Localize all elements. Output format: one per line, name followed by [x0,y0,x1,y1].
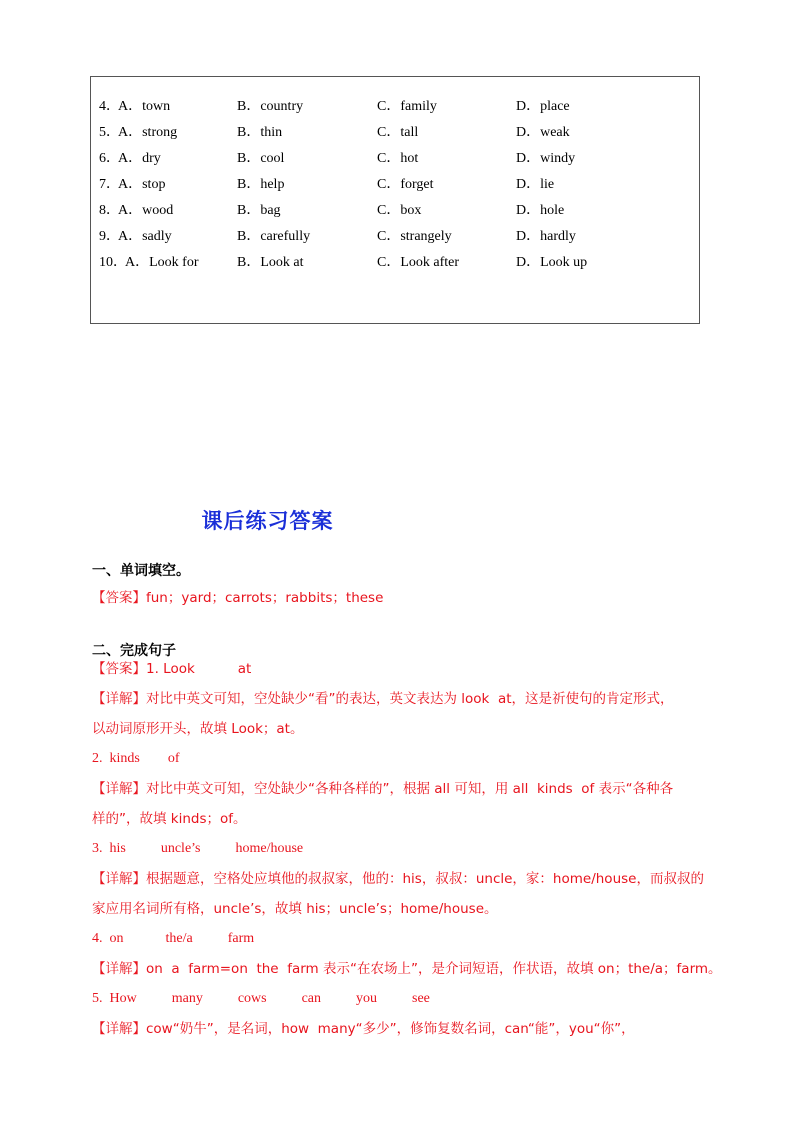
section-heading: 一、单词填空。 [92,563,190,579]
option-a: A．town [118,99,171,114]
explanation-line: 【详解】对比中英文可知，空处缺少“各种各样的”，根据 all 可知，用 all kinds of 表示“各种各 [92,781,674,797]
page-title: 课后练习答案 [201,509,334,533]
answer-line: 2. kinds of [92,751,180,766]
question-number: 4． [99,99,120,114]
option-a: A．dry [118,151,161,166]
answer-line: 【答案】fun；yard；carrots；rabbits；these [92,590,384,606]
option-c: C．strangely [377,229,452,244]
option-b: B．cool [237,151,285,166]
option-a: A．strong [118,125,178,140]
option-a: A．Look for [125,255,199,270]
option-b: B．country [237,99,304,114]
answer-line: 5. How many cows can you see [92,991,430,1006]
options-box [90,76,700,324]
option-b: B．help [237,177,285,192]
question-number: 7． [99,177,120,192]
answer-line: 3. his uncle’s home/house [92,841,304,856]
option-c: C．box [377,203,422,218]
option-c: C．hot [377,151,419,166]
explanation-line: 样的”，故填 kinds；of。 [92,811,247,827]
explanation-line: 【详解】对比中英文可知，空处缺少“看”的表达，英文表达为 look at，这是祈使句的肯定形式， [92,691,674,707]
option-b: B．bag [237,203,281,218]
option-d: D．place [516,99,570,114]
explanation-line: 家应用名词所有格，uncle’s，故填 his；uncle’s；home/house。 [92,901,498,917]
option-d: D．Look up [516,255,588,270]
option-d: D．windy [516,151,576,166]
question-number: 6． [99,151,120,166]
option-d: D．lie [516,177,555,192]
option-b: B．Look at [237,255,304,270]
option-c: C．tall [377,125,419,140]
answer-line: 4. on the/a farm [92,931,255,946]
option-d: D．hole [516,203,565,218]
option-d: D．hardly [516,229,576,244]
section-heading: 二、完成句子 [92,643,176,659]
option-b: B．thin [237,125,283,140]
question-number: 5． [99,125,120,140]
explanation-line: 以动词原形开头，故填 Look；at。 [92,721,304,737]
option-c: C．family [377,99,437,114]
question-number: 9． [99,229,120,244]
option-d: D．weak [516,125,570,140]
answer-line: 【答案】1. Look at [92,661,252,677]
explanation-line: 【详解】cow“奶牛”，是名词，how many“多少”，修饰复数名词，can“能”，you“你”， [92,1021,635,1037]
option-c: C．Look after [377,255,460,270]
option-a: A．wood [118,203,174,218]
explanation-line: 【详解】根据题意，空格处应填他的叔叔家，他的：his，叔叔：uncle，家：home/house，而叔叔的 [92,871,704,887]
option-a: A．sadly [118,229,172,244]
question-number: 8． [99,203,120,218]
option-b: B．carefully [237,229,311,244]
question-number: 10． [99,255,127,270]
option-a: A．stop [118,177,166,192]
option-c: C．forget [377,177,434,192]
explanation-line: 【详解】on a farm=on the farm 表示“在农场上”，是介词短语，作状语，故填 on；the/a；farm。 [92,961,722,977]
